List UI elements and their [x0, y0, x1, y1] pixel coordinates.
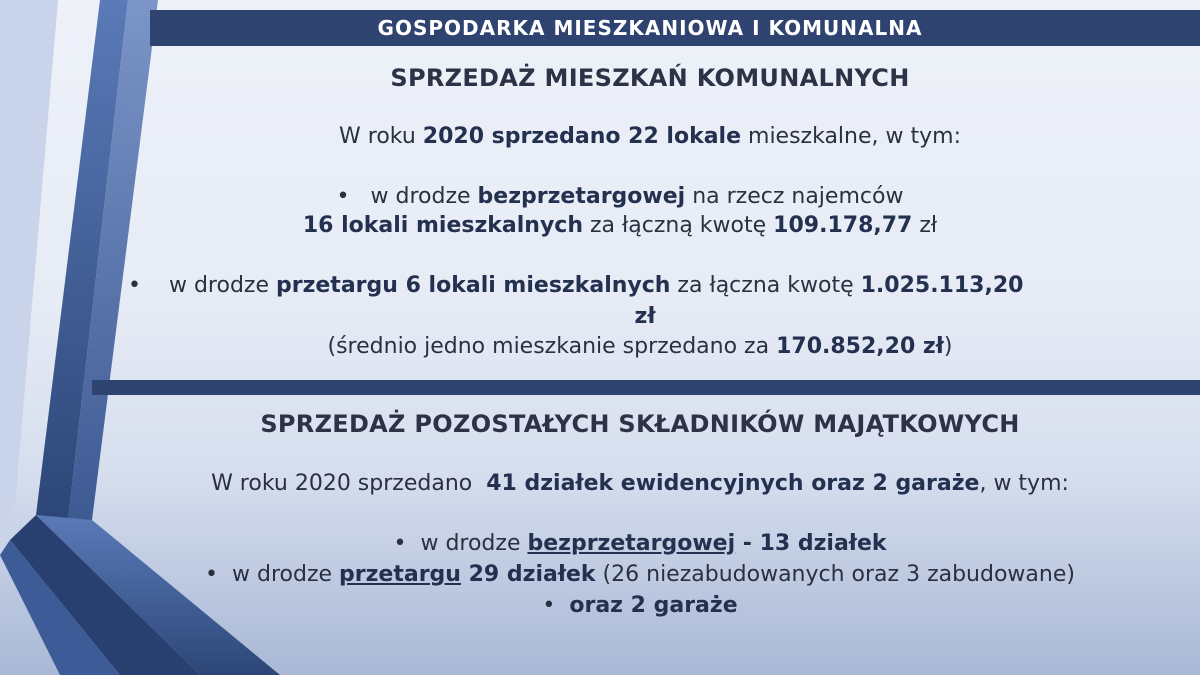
text: w drodze [420, 531, 528, 556]
text: W roku [339, 124, 423, 149]
text-bold: 41 działek ewidencyjnych oraz 2 garaże [486, 471, 980, 496]
bullet: • [205, 562, 218, 587]
text-bold: zł [634, 304, 656, 329]
text-bold: przetargu 6 lokali mieszkalnych [275, 273, 671, 298]
section1-title: SPRZEDAŻ MIESZKAŃ KOMUNALNYCH [390, 64, 910, 92]
text: (średnio jedno mieszkanie sprzedano za [327, 334, 777, 359]
text: W roku 2020 sprzedano [211, 471, 487, 496]
text-bold-underlined: bezprzetargowej [527, 531, 736, 556]
section1-bullet1-line2 [0, 213, 1200, 238]
text: (26 niezabudowanych oraz 3 zabudowane) [595, 562, 1075, 587]
text-bold: - 13 działek [735, 531, 887, 556]
text-bold-underlined: przetargu [339, 562, 461, 587]
bullet: • [336, 184, 350, 209]
text: za łączną kwotę [583, 213, 774, 238]
section1-bullet2-unit [0, 304, 1200, 329]
amount: 109.178,77 [773, 213, 913, 238]
section2-bullet2 [0, 562, 1200, 587]
page-title: GOSPODARKA MIESZKANIOWA I KOMUNALNA [377, 16, 923, 40]
text: zł [912, 213, 938, 238]
section1-average [0, 334, 1200, 359]
text: w drodze [168, 273, 276, 298]
text-bold: 2020 sprzedano 22 lokale [422, 124, 742, 149]
amount: 1.025.113,20 [860, 273, 1024, 298]
section1-intro [100, 124, 1200, 149]
section2-bullet1 [0, 531, 1200, 556]
text: w drodze [370, 184, 478, 209]
section1-bullet1 [0, 184, 1200, 209]
text-bold: 29 działek [460, 562, 596, 587]
bullet: • [393, 531, 407, 556]
text: ) [943, 334, 953, 359]
text-bold: oraz 2 garaże [569, 593, 738, 618]
section-divider [92, 380, 1200, 395]
text: za łączna kwotę [670, 273, 861, 298]
text: mieszkalne, w tym: [741, 124, 961, 149]
section2-intro [0, 471, 1200, 496]
text: , w tym: [979, 471, 1069, 496]
section2-title: SPRZEDAŻ POZOSTAŁYCH SKŁADNIKÓW MAJĄTKOWYCH [260, 410, 1020, 438]
section2-bullet3 [0, 593, 1200, 618]
text: w drodze [232, 562, 340, 587]
text-bold: bezprzetargowej [477, 184, 686, 209]
text: na rzecz najemców [685, 184, 904, 209]
section1-bullet2 [128, 273, 1023, 298]
bullet: • [542, 593, 556, 618]
bullet: • [128, 273, 141, 298]
text-bold: 16 lokali mieszkalnych [302, 213, 583, 238]
amount: 170.852,20 zł [776, 334, 944, 359]
